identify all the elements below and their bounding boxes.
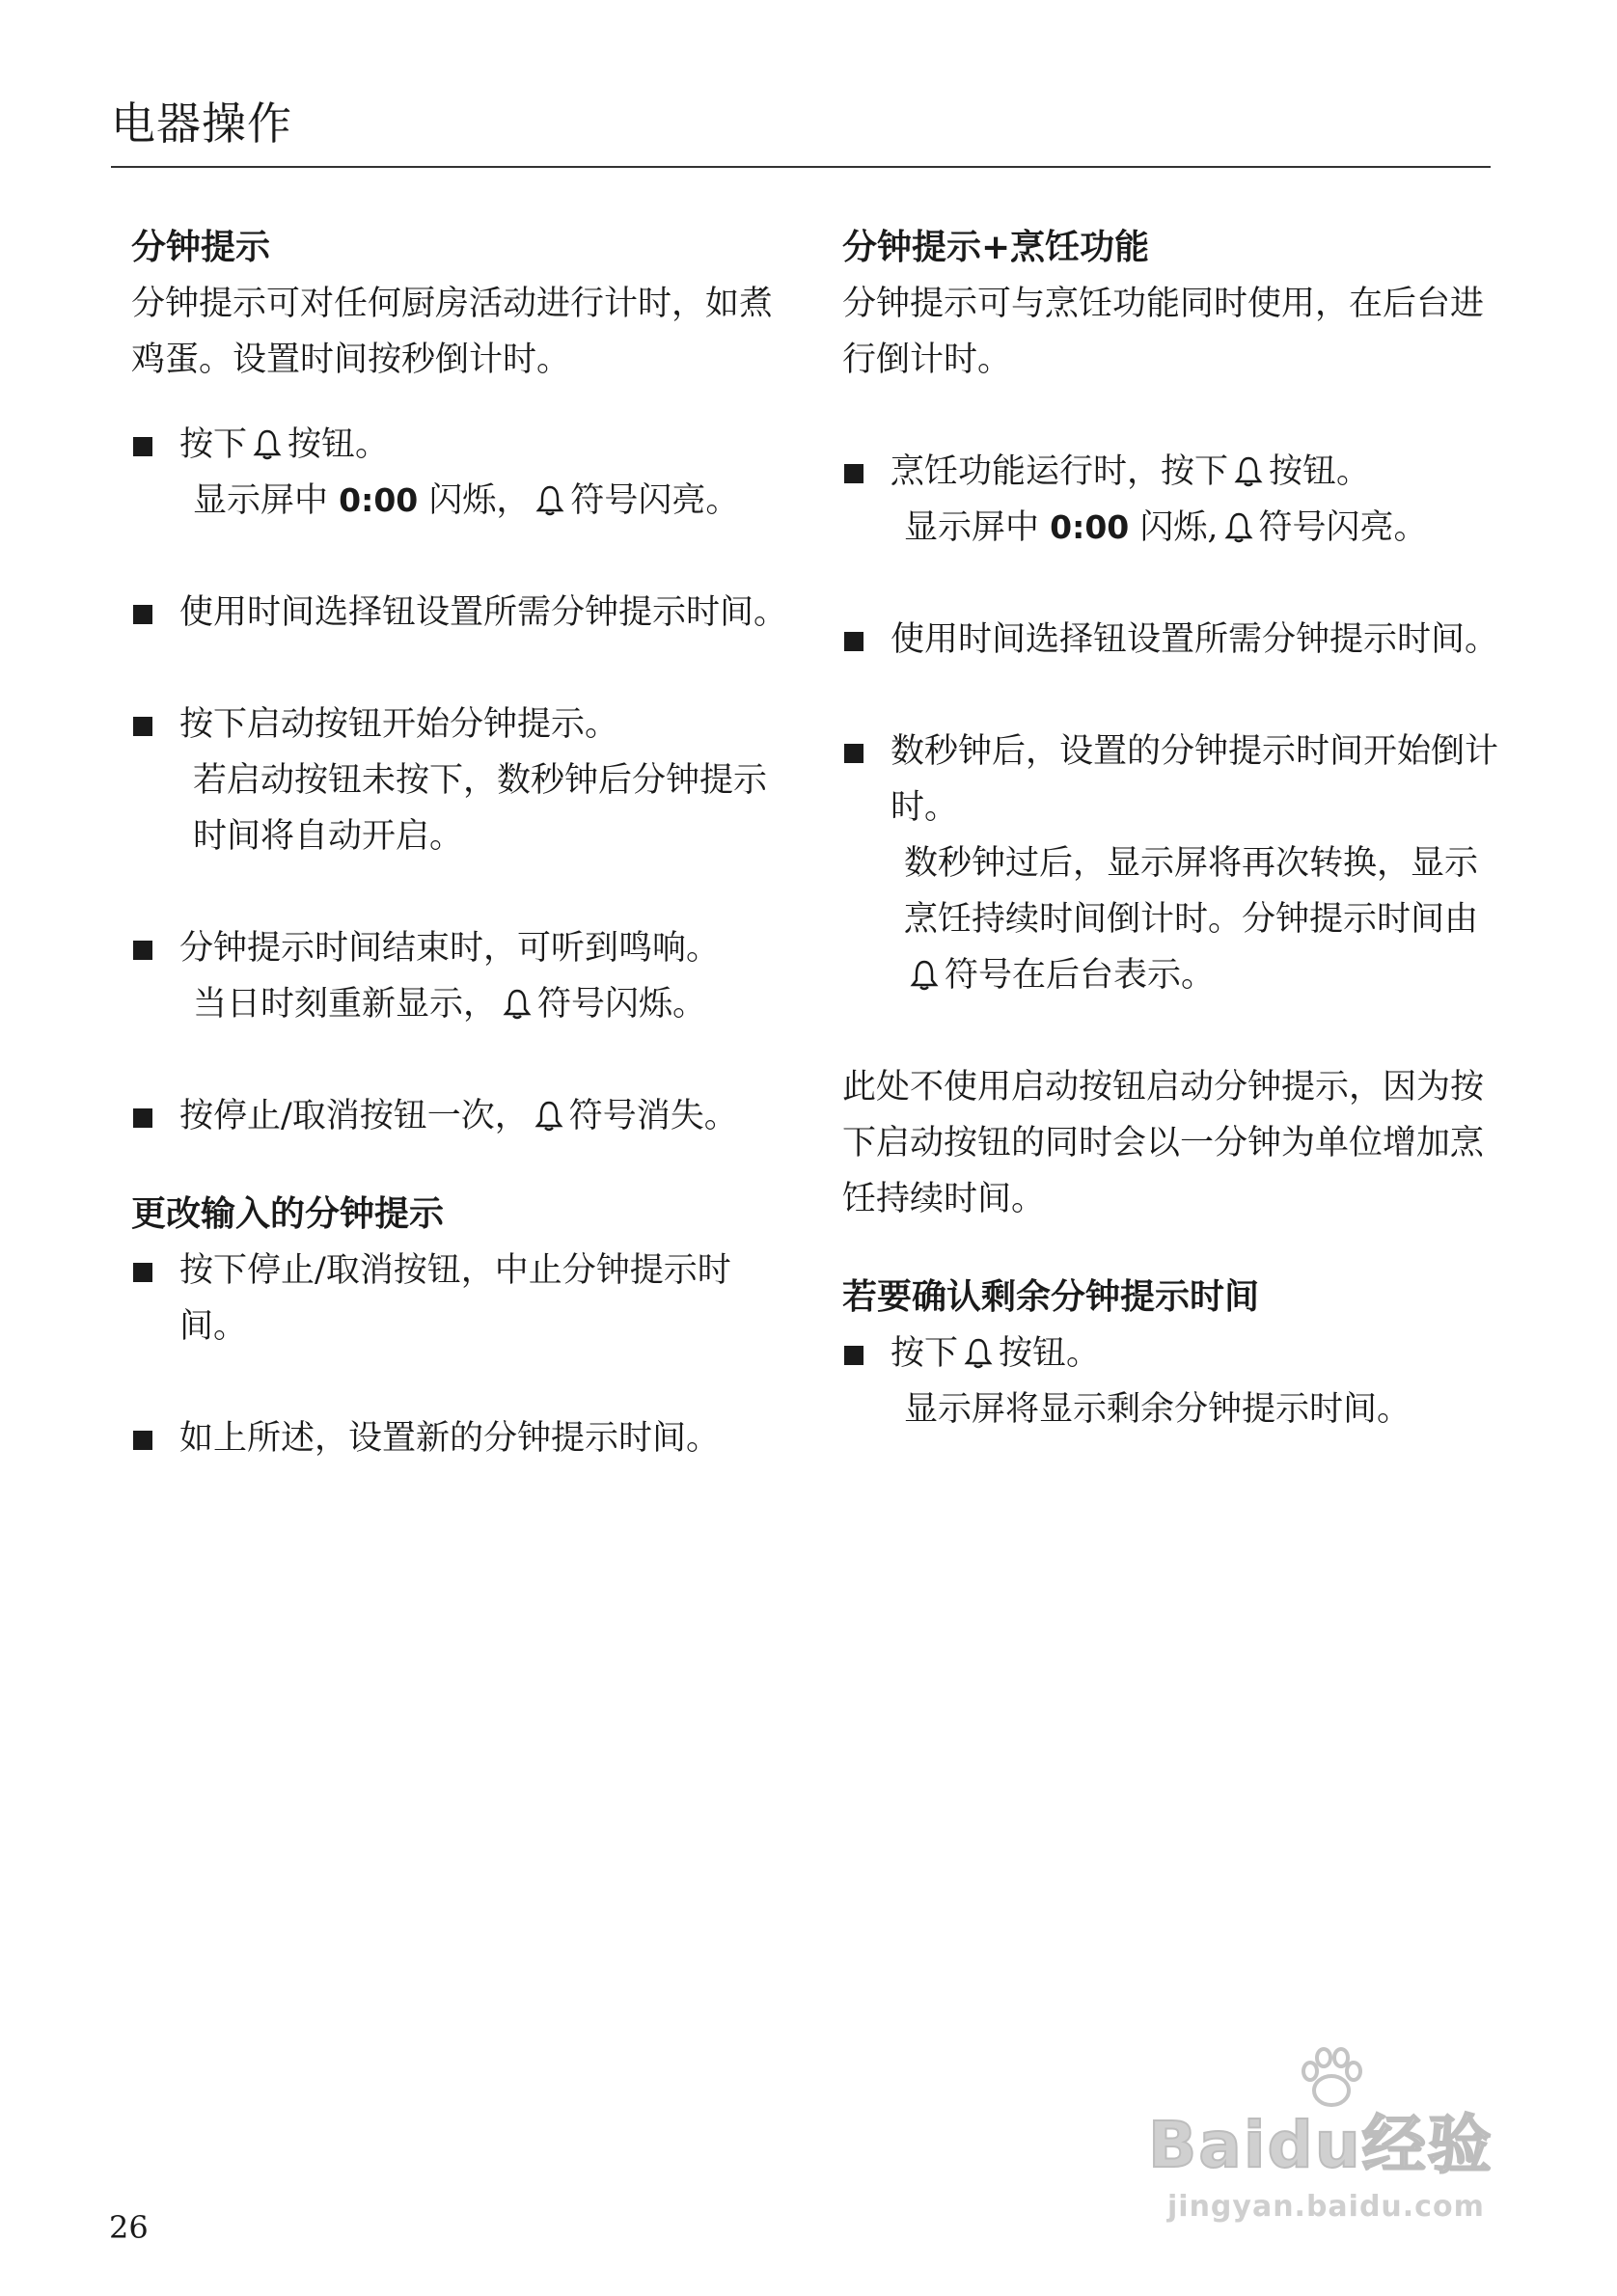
item-detail: 数秒钟过后，显示屏将再次转换，显示烹饪持续时间倒计时。分钟提示时间由符号在后台表示。 xyxy=(904,844,1479,995)
square-bullet-icon xyxy=(133,605,152,624)
section-title-change-minute-minder: 更改输入的分钟提示 xyxy=(131,1194,445,1234)
square-bullet-icon xyxy=(133,941,152,960)
bell-icon xyxy=(534,1100,563,1133)
square-bullet-icon xyxy=(133,1263,152,1282)
bell-icon xyxy=(1234,455,1263,488)
square-bullet-icon xyxy=(133,437,152,456)
section-title-minute-minder-cooking: 分钟提示+烹饪功能 xyxy=(842,228,1150,267)
square-bullet-icon xyxy=(133,1431,152,1450)
list-item: 如上所述，设置新的分钟提示时间。 xyxy=(131,1410,787,1466)
item-detail: 显示屏将显示剩余分钟提示时间。 xyxy=(904,1390,1411,1429)
bell-icon xyxy=(503,988,532,1021)
list-item: 使用时间选择钮设置所需分钟提示时间。 xyxy=(131,585,787,641)
square-bullet-icon xyxy=(133,717,152,736)
right-column xyxy=(842,220,1498,1437)
square-bullet-icon xyxy=(844,464,863,483)
bell-icon xyxy=(1224,511,1253,544)
list-item: 使用时间选择钮设置所需分钟提示时间。 xyxy=(842,612,1498,668)
list-item: 分钟提示时间结束时，可听到鸣响。 当日时刻重新显示， 符号闪烁。 xyxy=(131,920,787,1032)
section-intro: 分钟提示可对任何厨房活动进行计时，如煮鸡蛋。设置时间按秒倒计时。 xyxy=(131,285,774,379)
list-item: 数秒钟后，设置的分钟提示时间开始倒计时。 数秒钟过后，显示屏将再次转换，显示烹饪持续时间倒计时。分钟提示时间由符号在后台表示。 xyxy=(842,724,1498,1003)
section-title-check-remaining: 若要确认剩余分钟提示时间 xyxy=(842,1277,1260,1317)
square-bullet-icon xyxy=(844,1346,863,1365)
list-item: 烹饪功能运行时，按下 按钮。 显示屏中 0:00 闪烁, 符号闪亮。 xyxy=(842,444,1498,556)
page-title: 电器操作 xyxy=(111,97,292,150)
item-detail: 显示屏中 0:00 闪烁， 符号闪亮。 xyxy=(193,481,740,520)
header-divider xyxy=(111,166,1491,168)
list-item: 按下停止/取消按钮，中止分钟提示时间。 xyxy=(131,1243,787,1354)
square-bullet-icon xyxy=(844,744,863,763)
watermark-url: jingyan.baidu.com xyxy=(1167,2190,1485,2224)
bell-icon xyxy=(535,484,564,517)
note-paragraph: 此处不使用启动按钮启动分钟提示，因为按下启动按钮的同时会以一分钟为单位增加烹饪持续时间。 xyxy=(842,1068,1485,1218)
display-value: 0:00 xyxy=(1050,508,1130,546)
watermark xyxy=(1148,2055,1534,2248)
left-column xyxy=(131,220,787,1466)
item-detail: 当日时刻重新显示， 符号闪烁。 xyxy=(193,985,707,1024)
item-detail: 显示屏中 0:00 闪烁, 符号闪亮。 xyxy=(904,508,1428,547)
section-intro: 分钟提示可与烹饪功能同时使用，在后台进行倒计时。 xyxy=(842,285,1485,379)
list-item: 按停止/取消按钮一次， 符号消失。 xyxy=(131,1088,787,1144)
watermark-brand: Baidu经验 xyxy=(1148,2108,1494,2182)
page-number: 26 xyxy=(109,2209,149,2246)
bell-icon xyxy=(964,1337,993,1370)
bell-icon xyxy=(910,959,939,992)
item-detail: 若启动按钮未按下，数秒钟后分钟提示时间将自动开启。 xyxy=(193,761,768,856)
square-bullet-icon xyxy=(844,632,863,651)
display-value: 0:00 xyxy=(339,481,419,519)
list-item: 按下 按钮。 显示屏中 0:00 闪烁， 符号闪亮。 xyxy=(131,417,787,529)
list-item: 按下 按钮。 显示屏将显示剩余分钟提示时间。 xyxy=(842,1326,1498,1437)
square-bullet-icon xyxy=(133,1108,152,1128)
section-title-minute-minder: 分钟提示 xyxy=(131,228,271,267)
bell-icon xyxy=(253,428,282,461)
list-item: 按下启动按钮开始分钟提示。 若启动按钮未按下，数秒钟后分钟提示时间将自动开启。 xyxy=(131,697,787,864)
